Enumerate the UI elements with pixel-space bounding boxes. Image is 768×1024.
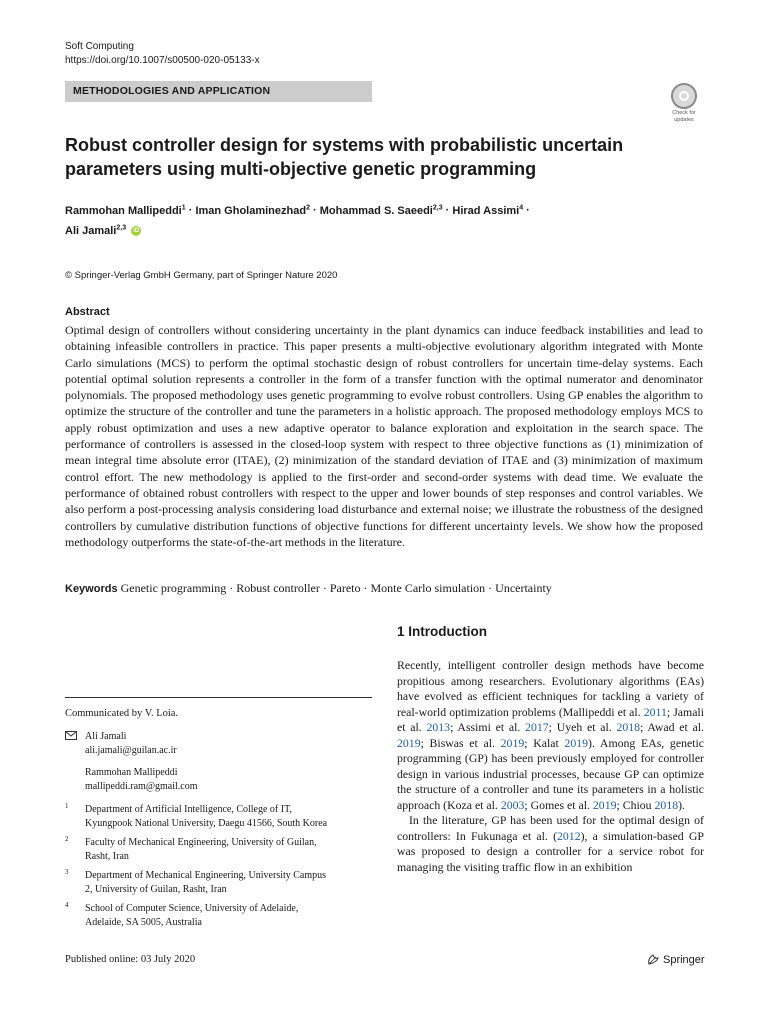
title-line2: parameters using multi-objective genetic programming [65,159,537,179]
citation-link[interactable]: 2013 [426,720,451,734]
check-for-updates-badge[interactable] [664,83,704,123]
author-5[interactable]: Ali Jamali$^{2,3}$ [65,224,127,238]
contact-name-1: Ali Jamali [85,731,127,742]
citation-link[interactable]: 2019 [564,735,589,750]
affiliation-1: 1 Department of Artificial Intelligence, College of IT, Kyungpook National University, Daegu 41566, South Korea [65,802,328,829]
keywords [65,580,705,597]
citation-link[interactable]: 2012 [557,828,581,843]
citation-link[interactable]: 2019 [592,797,617,812]
affiliation-2: 2 Faculty of Mechanical Engineering, University of Guilan, Rasht, Iran [65,835,317,862]
orcid-icon[interactable]: iD [133,228,140,235]
section-label: METHODOLOGIES AND APPLICATION [65,81,372,102]
copyright-notice: © Springer-Verlag GmbH Germany, part of Springer Nature 2020 [65,270,338,281]
publisher-logo [646,952,705,966]
corresponding-contacts [65,730,198,793]
journal-doi[interactable]: https://doi.org/10.1007/s00500-020-05133-x [65,55,260,66]
citation-link[interactable]: 2011 [643,704,667,719]
citation-link[interactable]: 2018 [654,797,679,812]
publisher-name: Springer [663,954,705,966]
affiliation-3: 3 Department of Mechanical Engineering, University Campus 2, University of Guilan, Rasht, Iran [65,868,327,895]
introduction-body [397,658,704,875]
citation-link[interactable]: 2017 [525,720,549,734]
citation-link[interactable]: 2003 [500,797,525,812]
section-heading-introduction: 1 Introduction [397,624,487,639]
contact-name-2: Rammohan Mallipeddi [85,767,178,778]
citation-link[interactable]: 2019 [500,735,525,750]
author-4[interactable]: Hirad Assimi$^4$ [452,204,524,217]
author-3[interactable]: Mohammad S. Saeedi$^{2,3}$ [319,204,443,217]
contact-email-1[interactable]: ali.jamali@guilan.ac.ir [85,744,177,756]
author-1[interactable]: Rammohan Mallipeddi$^1$ [65,204,186,217]
springer-logo-icon [646,952,660,966]
contact-email-2[interactable]: mallipeddi.ram@gmail.com [85,780,198,792]
author-list: Rammohan Mallipeddi$^1$ · Iman Gholaminezhad$^2$ · Mohammad S. Saeedi$^{2,3}$ · Hirad Assimi$^4$ · Ali Jamali$^{2,3}$ iD [65,204,530,238]
abstract-text: Optimal design of controllers without considering uncertainty in the plant dynamics can induce feedback instabilities and lead to obtaining infeasible controllers in practice. This paper presents a multi-objective evolutionary algorithm integrated with Monte Carlo simulations (MCS) to perform the optimal stochastic design of robust controllers for uncertain time-delay systems. Each potential optimal solution represents a controller in the form of a transfer function with the optimal numerator and denominator polynomials. The proposed methodology uses genetic programming to evolve robust controllers. Using GP enables the algorithm to optimize the structure of the controller and tune the parameters in a holistic approach. The proposed methodology employs MCS to apply robust optimization and uses a new adaptive operator to balance exploration and exploitation in the search space. The performance of controllers is assessed in the closed-loop system with respect to three objective functions as (1) minimization of mean integral time absolute error (ITAE), (2) minimization of the standard deviation of ITAE and (3) minimization of maximum control effort. The new methodology is applied to the first-order and second-order systems with dead time. We evaluate the performance of obtained robust controllers with respect to the upper and lower bounds of step responses and control variables. We also perform a post-processing analysis considering load disturbance and external noise; we illustrate the robustness of the designed controllers by cumulative distribution functions of objective functions for different uncertainty levels. We show how the proposed methodology outperforms the state-of-the-art methods in the literature. [65,323,703,549]
citation-link[interactable]: 2019 [397,735,421,750]
intro-paragraph-1: Recently, intelligent controller design methods have become propitious among researchers. Evolutionary algorithms (EAs) have evolved as efficient techniques for tackling a variety of real-world optimization problems (Mallipeddi et al. 2011; Jamali et al. 2013; Assimi et al. 2017; Uyeh et al. 2018; Awad et al. 2019; Biswas et al. 2019; Kalat 2019). Among EAs, genetic programming (GP) has been previously employed for controller design in various industrial processes, because GP can optimize the structure of a controller and tune its parameters in a holistic approach (Koza et al. 2003; Gomes et al. 2019; Chiou 2018). [397,658,704,812]
keywords-label: Keywords [65,583,118,595]
mail-icon [65,731,77,740]
paper-title [65,133,705,181]
affiliation-4: 4 School of Computer Science, University of Adelaide, Adelaide, SA 5005, Australia [65,901,299,928]
badge-line2: updates [674,117,694,123]
author-2[interactable]: Iman Gholaminezhad$^2$ [195,204,310,217]
journal-header [65,40,260,68]
keywords-items: Genetic programming · Robust controller · Pareto · Monte Carlo simulation · Uncertainty [120,581,552,595]
journal-name: Soft Computing [65,41,134,52]
check-for-updates-icon [671,83,697,109]
title-line1: Robust controller design for systems with probabilistic uncertain [65,135,624,155]
communicated-by: Communicated by V. Loia. [65,708,179,719]
abstract-heading: Abstract [65,306,110,318]
footnote-divider [65,697,372,698]
citation-link[interactable]: 2018 [616,720,641,734]
badge-line1: Check for [672,110,696,116]
published-date: Published online: 03 July 2020 [65,954,196,965]
intro-paragraph-2: In the literature, GP has been used for the optimal design of controllers: In Fukunaga et al. (2012), a simulation-based GP was proposed to design a controller for a service robot for managing the visiting traffic flow in an exhibition [397,813,704,874]
